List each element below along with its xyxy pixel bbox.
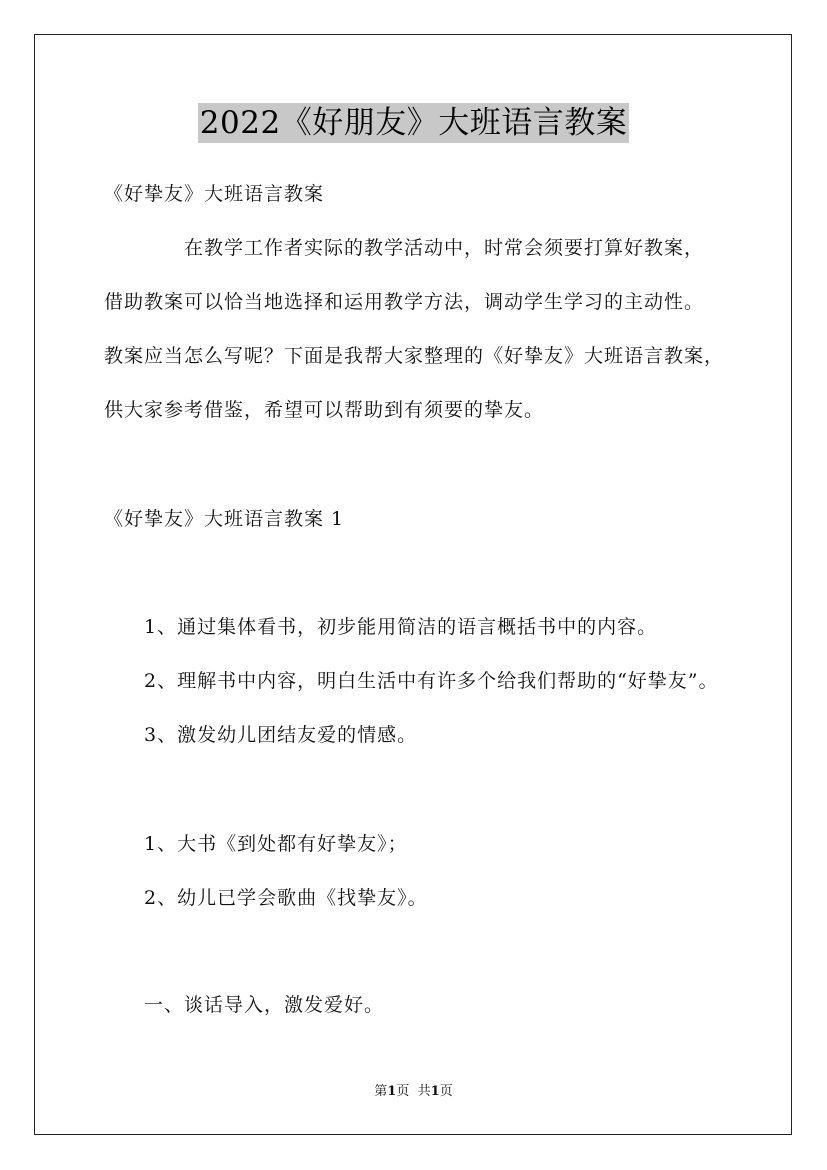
intro-line-1: 在教学工作者实际的教学活动中，时常会须要打算好教案， bbox=[184, 237, 705, 259]
title-container bbox=[0, 103, 827, 143]
intro-line-4: 供大家参考借鉴，希望可以帮助到有须要的挚友。 bbox=[104, 399, 545, 421]
intro-line-3: 教案应当怎么写呢？下面是我帮大家整理的《好挚友》大班语言教案， bbox=[104, 345, 725, 367]
intro-line-2: 借助教案可以恰当地选择和运用教学方法，调动学生学习的主动性。 bbox=[104, 291, 705, 313]
total-label-prefix: 共 bbox=[417, 1084, 431, 1099]
page-footer bbox=[0, 1083, 827, 1101]
page-label-suffix: 页 bbox=[396, 1084, 410, 1099]
goal-item-2: 2、理解书中内容，明白生活中有许多个给我们帮助的“好挚友”。 bbox=[144, 670, 719, 692]
document-title: 2022《好朋友》大班语言教案 bbox=[199, 105, 628, 141]
process-step-1: 一、谈话导入，激发爱好。 bbox=[144, 994, 385, 1016]
goal-item-3: 3、激发幼儿团结友爱的情感。 bbox=[144, 724, 418, 746]
goal-item-1: 1、通过集体看书，初步能用简洁的语言概括书中的内容。 bbox=[144, 616, 658, 638]
page-number: 1 bbox=[387, 1084, 397, 1099]
total-pages: 1 bbox=[430, 1084, 440, 1099]
preparation-item-1: 1、大书《到处都有好挚友》； bbox=[144, 833, 408, 855]
page-label-prefix: 第 bbox=[374, 1084, 388, 1099]
section-heading: 《好挚友》大班语言教案 1 bbox=[104, 508, 345, 530]
document-subtitle: 《好挚友》大班语言教案 bbox=[104, 183, 325, 205]
preparation-item-2: 2、幼儿已学会歌曲《找挚友》。 bbox=[144, 887, 428, 909]
total-label-suffix: 页 bbox=[439, 1084, 453, 1099]
